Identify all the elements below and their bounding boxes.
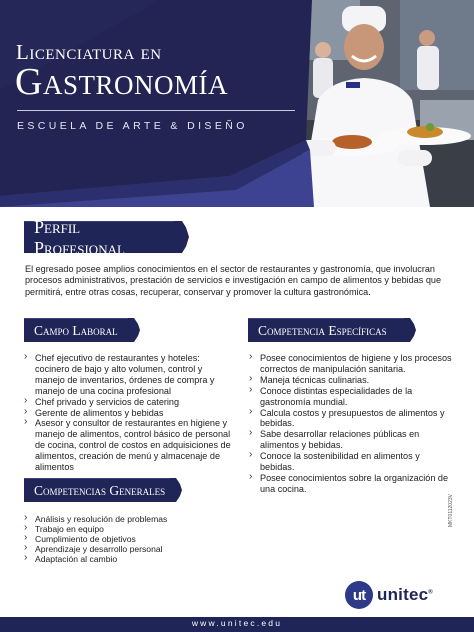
- list-item: › Maneja técnicas culinarias.: [249, 375, 455, 386]
- chevron-right-icon: [174, 221, 192, 253]
- chevron-right-icon: [128, 318, 142, 342]
- hero-banner: [0, 0, 474, 207]
- chevron-right-icon: [170, 478, 184, 502]
- section-tag-perfil: [24, 216, 192, 258]
- competencias-generales-list: [24, 514, 224, 564]
- list-item: › Sabe desarrollar relaciones públicas en alimentos y bebidas.: [249, 429, 455, 451]
- list-item: › Trabajo en equipo: [24, 524, 224, 534]
- list-item: › Análisis y resolución de problemas: [24, 514, 224, 524]
- footer-bar: [0, 617, 474, 632]
- hero-title-line1: Licenciatura en: [16, 40, 162, 64]
- list-item: › Asesor y consultor de restaurantes en higiene y manejo de alimentos, control básico de personal de cocina, control de costos en adquisiciones de alimentos, creación de menú y almacenaje de alimentos: [24, 418, 234, 473]
- section-title-competencia-especificas: Competencia Específicas: [248, 318, 404, 342]
- school-name: ESCUELA DE ARTE & DISEÑO: [17, 120, 248, 132]
- section-tag-competencias-generales: [24, 478, 184, 502]
- section-title-competencias-generales: Competencias Generales: [24, 478, 170, 502]
- list-item: › Aprendizaje y desarrollo personal: [24, 544, 224, 554]
- list-item: › Calcula costos y presupuestos de alimentos y bebidas.: [249, 408, 455, 430]
- logo-mark: ut: [345, 581, 373, 609]
- document-code: MKT0112023V: [448, 494, 454, 527]
- section-title-perfil: Perfil Profesional: [24, 221, 174, 253]
- section-tag-campo-laboral: [24, 318, 142, 342]
- list-item: › Conoce distintas especialidades de la gastronomía mundial.: [249, 386, 455, 408]
- list-item: › Adaptación al cambio: [24, 554, 224, 564]
- section-title-campo-laboral: Campo Laboral: [24, 318, 128, 342]
- section-tag-competencia-especificas: [248, 318, 418, 342]
- chevron-right-icon: [404, 318, 418, 342]
- hero-title-line2: Gastronomía: [15, 61, 228, 103]
- list-item: › Cumplimiento de objetivos: [24, 534, 224, 544]
- list-item: › Conoce la sostenibilidad en alimentos y bebidas.: [249, 451, 455, 473]
- perfil-paragraph: El egresado posee amplios conocimientos en el sector de restaurantes y gastronomía, que involucran procesos administrativos, prestación de servicios e investigación en campo de alimentos y bebidas que permitirá, entre otras cosas, recuperar, conservar y promover la cultura gastronómica.: [25, 264, 442, 297]
- competencia-especificas-list: [249, 353, 455, 495]
- list-item: › Chef ejecutivo de restaurantes y hoteles: cocinero de bajo y alto volumen, control y manejo de inventarios, órdenes de compra y manejo de una cocina profesional: [24, 353, 234, 397]
- campo-laboral-list: [24, 353, 234, 473]
- list-item: › Chef privado y servicios de catering: [24, 397, 234, 408]
- hero-divider: [17, 110, 295, 111]
- logo-wordmark: unitec®: [377, 585, 433, 604]
- unitec-logo: [345, 581, 437, 609]
- list-item: › Posee conocimientos sobre la organización de una cocina.: [249, 473, 455, 495]
- list-item: › Gerente de alimentos y bebidas: [24, 408, 234, 419]
- footer-url[interactable]: www.unitec.edu: [191, 618, 283, 628]
- list-item: › Posee conocimientos de higiene y los procesos correctos de manipulación sanitaria.: [249, 353, 455, 375]
